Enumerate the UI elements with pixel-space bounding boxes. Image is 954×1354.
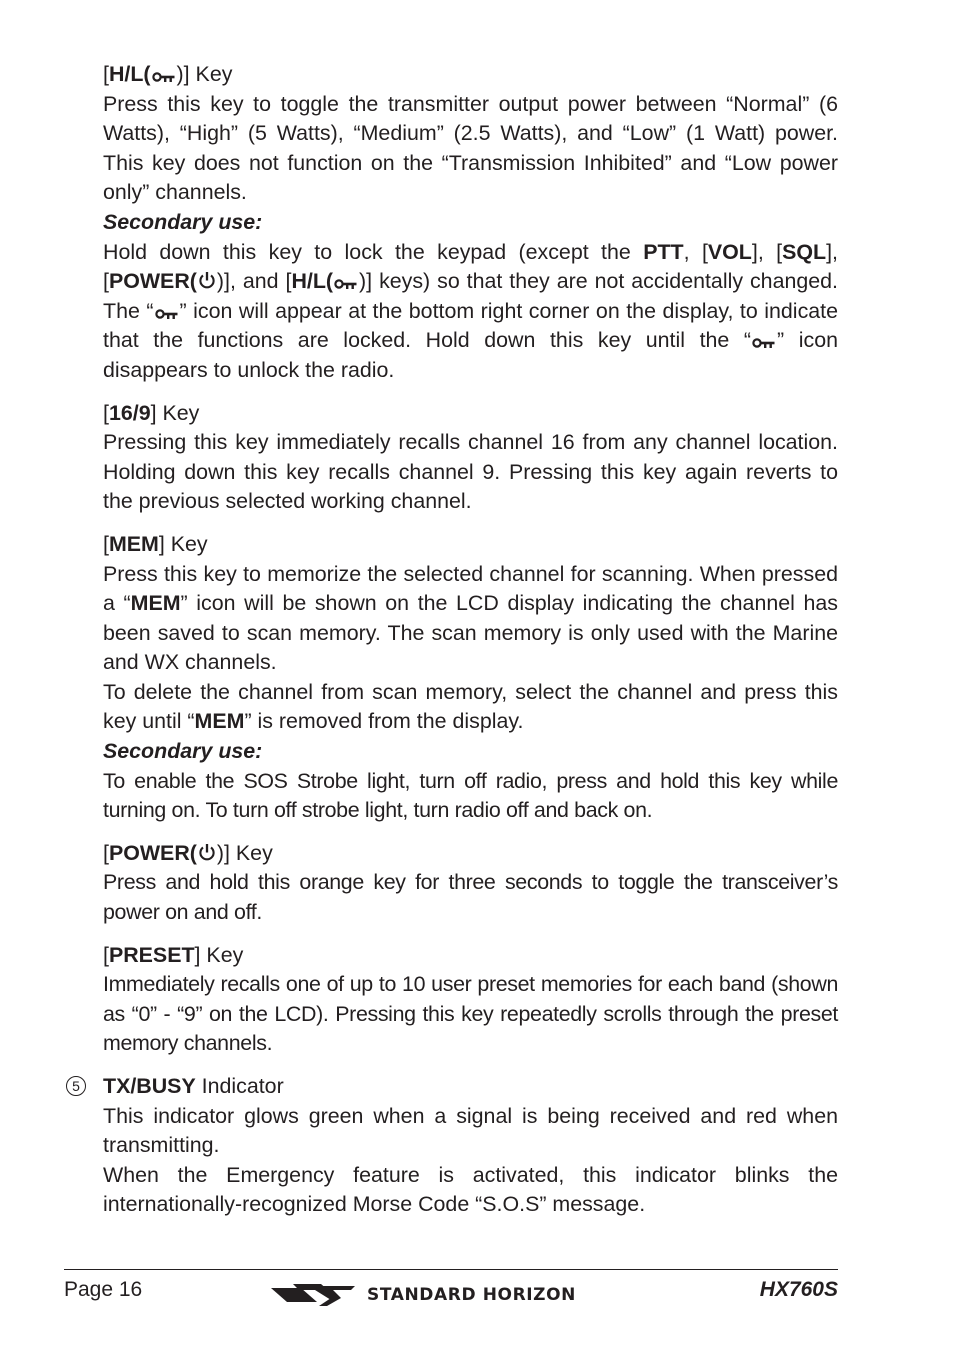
brand-logo-icon	[271, 1282, 355, 1308]
key-lock-icon	[752, 337, 776, 349]
item-number-marker: 5	[66, 1076, 86, 1096]
power-icon	[198, 843, 216, 862]
section-body: This indicator glows green when a signal is being received and red when transmitting.	[103, 1103, 838, 1158]
section-preset-key	[103, 941, 838, 1059]
key-lock-icon	[155, 308, 179, 320]
section-body: Press this key to toggle the transmitter output power between “Normal” (6 Watts), “High” (5 Watts), “Medium” (2.5 Watts), and “Low” (1 Watt) power. This key does not function on the “Transmission Inhibited” and “Low power only” channels.	[103, 91, 838, 205]
section-16-9-key	[103, 399, 838, 517]
section-title: [PRESET] Key	[103, 942, 244, 967]
section-title: [POWER( )] Key	[103, 840, 273, 865]
power-icon	[198, 271, 216, 290]
brand-name: STANDARD HORIZON	[367, 1285, 576, 1305]
key-lock-icon	[152, 71, 176, 83]
section-body: Press and hold this orange key for three seconds to toggle the transceiver’s power on and off.	[103, 870, 838, 925]
footer-divider	[64, 1269, 838, 1270]
section-mem-key	[103, 530, 838, 826]
secondary-use-label: Secondary use:	[103, 209, 263, 234]
brand-logo	[271, 1280, 576, 1310]
section-body: When the Emergency feature is activated, this indicator blinks the internationally-recognized Morse Code “S.O.S” message.	[103, 1162, 838, 1217]
model-name: HX760S	[759, 1278, 838, 1301]
section-hl-key	[103, 60, 838, 386]
section-title: [H/L( )] Key	[103, 62, 233, 86]
section-body: Press this key to memorize the selected channel for scanning. When pressed a “MEM” icon will be shown on the LCD display indicating the channel has been saved to scan memory. The scan memory is only used with the Marine and WX channels.	[103, 561, 838, 675]
manual-content	[72, 60, 839, 1233]
secondary-use-label: Secondary use:	[103, 739, 263, 764]
section-title: [16/9] Key	[103, 400, 200, 425]
section-body: To delete the channel from scan memory, select the channel and press this key until “MEM” is removed from the display.	[103, 679, 838, 734]
section-body: Immediately recalls one of up to 10 user preset memories for each band (shown as “0” - “9” on the LCD). Pressing this key repeatedly scrolls through the preset memory channels.	[103, 972, 838, 1056]
secondary-use-body: Hold down this key to lock the keypad (except the PTT, [VOL], [SQL], [POWER( )], and [H/L( )] keys) so that they are not accidentally changed. The “ ” icon will appear at the bottom right corner on the display, to indicate that the functions are locked. Hold down this key until the “ ” icon disappears to unlock the radio.	[103, 239, 839, 382]
section-power-key	[103, 839, 838, 928]
section-tx-busy-indicator	[72, 1072, 838, 1220]
key-lock-icon	[334, 278, 358, 290]
section-title: [MEM] Key	[103, 531, 208, 556]
section-body: Pressing this key immediately recalls channel 16 from any channel location. Holding down this key recalls channel 9. Pressing this key again reverts to the previous selected working channel.	[103, 430, 838, 514]
page-number: Page 16	[64, 1278, 143, 1301]
secondary-use-body: To enable the SOS Strobe light, turn off radio, press and hold this key while turning on. To turn off strobe light, turn radio off and back on.	[103, 768, 838, 823]
section-title: TX/BUSY Indicator	[103, 1074, 284, 1098]
